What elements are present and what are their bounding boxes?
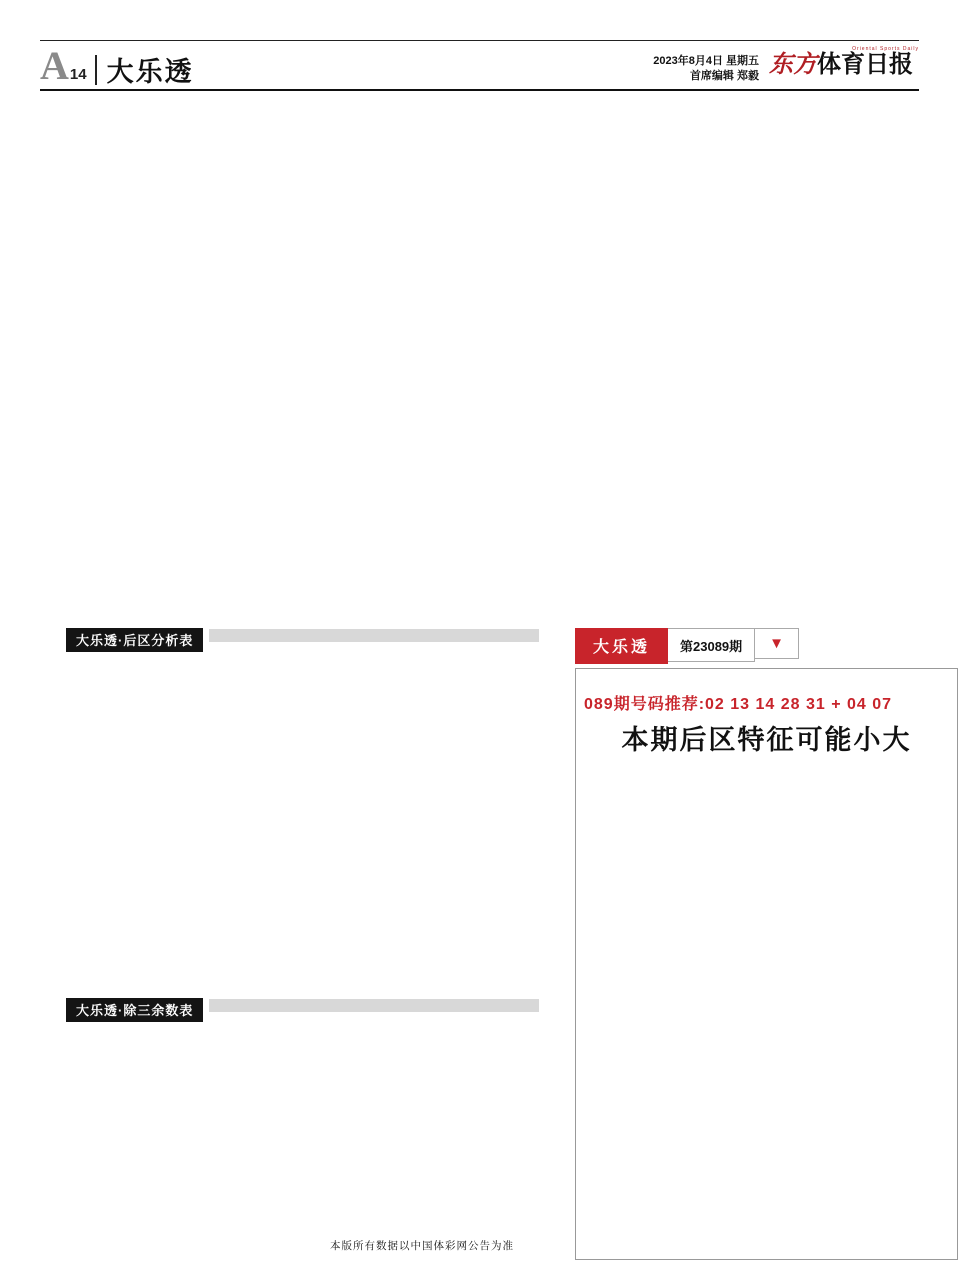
chart2-title-strip	[209, 629, 539, 642]
section-title: 大乐透	[106, 57, 194, 87]
panel-box	[575, 668, 958, 1260]
header-divider	[95, 55, 97, 85]
header-rule	[40, 89, 919, 91]
issue-date: 2023年8月4日 星期五	[653, 55, 759, 67]
masthead-logo	[769, 46, 919, 90]
chart3-titlebar	[66, 998, 539, 1020]
page-number: 14	[69, 66, 87, 83]
edition-letter: A	[40, 43, 69, 88]
masthead-english: Oriental Sports Daily	[852, 46, 919, 52]
chart3-title-strip	[209, 999, 539, 1012]
chart2-title: 大乐透·后区分析表	[66, 628, 203, 652]
recommend-line: 089期号码推荐:02 13 14 28 31 + 04 07	[584, 696, 893, 713]
editor-credit: 首席编辑 郑毅	[689, 70, 759, 82]
editorial-panel	[575, 628, 958, 1260]
chart3-title: 大乐透·除三余数表	[66, 998, 203, 1022]
top-rule	[40, 40, 919, 41]
panel-tab-issue: 第23089期	[668, 628, 755, 662]
masthead-red: 东方	[769, 52, 817, 78]
data-source-note: 本版所有数据以中国体彩网公告为准	[330, 1240, 514, 1252]
masthead-black: 体育日报	[817, 51, 913, 78]
panel-tab-label: 大乐透	[575, 628, 668, 664]
analysis-headline: 本期后区特征可能小大	[621, 725, 912, 755]
triangle-down-icon: ▼	[755, 628, 799, 659]
chart2-titlebar	[66, 628, 539, 650]
page-header	[40, 43, 919, 88]
panel-tab	[575, 628, 958, 664]
dateline	[653, 54, 759, 84]
